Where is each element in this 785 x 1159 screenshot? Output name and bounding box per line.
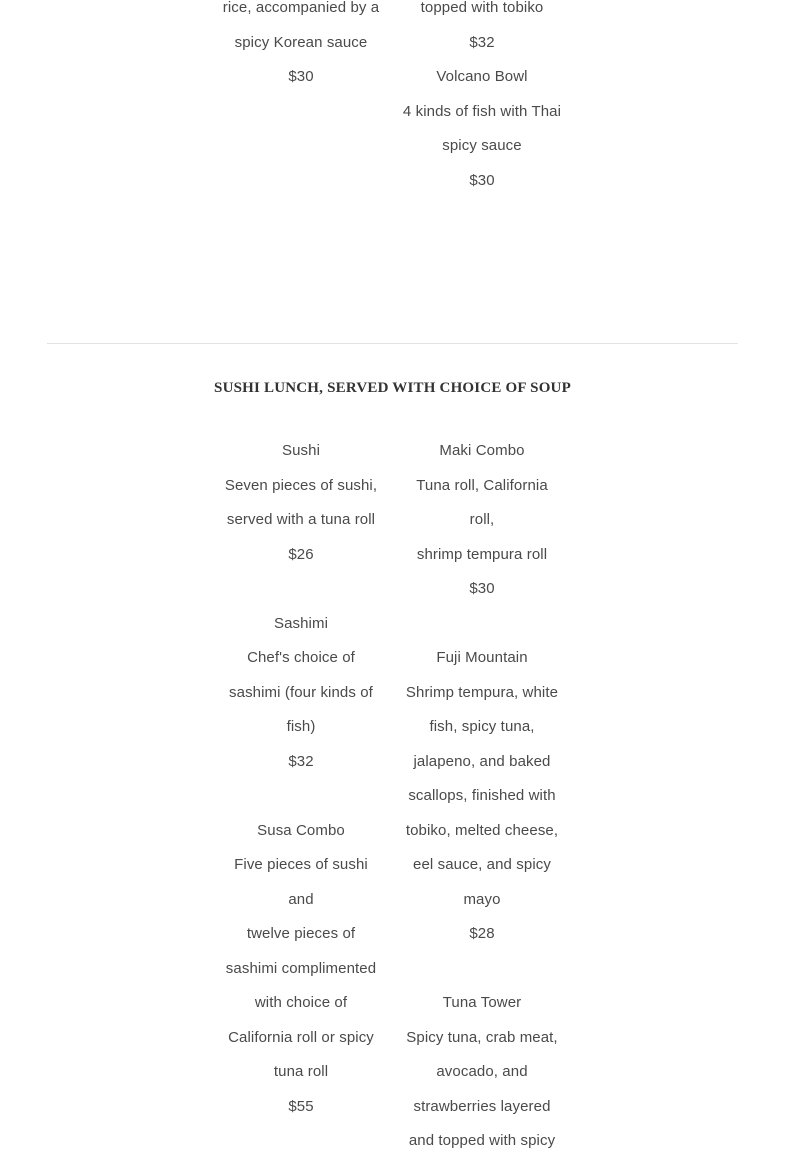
section-left-column [221, 434, 381, 1159]
section-title: SUSHI LUNCH, SERVED WITH CHOICE OF SOUP [214, 380, 571, 396]
section-divider [47, 343, 738, 344]
item-description: Five pieces of sushi and [234, 856, 368, 908]
item-description: topped with tobiko [420, 0, 544, 16]
item-description: sashimi complimented [225, 959, 377, 977]
item-name: Fuji Mountain [436, 649, 528, 666]
menu-item [402, 0, 562, 60]
item-description: twelve pieces of [246, 925, 356, 942]
item-price: $30 [469, 171, 495, 189]
item-name: Maki Combo [439, 442, 525, 459]
item-description: Tuna roll, California roll, [416, 476, 548, 528]
item-description: tobiko, melted cheese, [405, 821, 559, 839]
item-description: Chef's choice of [247, 649, 355, 666]
item-price: $32 [469, 33, 495, 51]
item-name: Volcano Bowl [436, 68, 528, 85]
item-description: strawberries layered [413, 1097, 551, 1115]
item-name: Sashimi [273, 614, 329, 632]
item-price: $28 [469, 925, 495, 942]
item-description: jalapeno, and baked [413, 752, 551, 770]
item-description: avocado, and [436, 1063, 528, 1080]
item-description: rice, accompanied by a [222, 0, 380, 16]
item-description: tuna roll [273, 1063, 329, 1080]
menu-item-tuna-tower [402, 986, 562, 1159]
item-price: $55 [288, 1097, 314, 1115]
menu-item-susa-combo [221, 814, 381, 1125]
menu-item-volcano-bowl [402, 60, 562, 198]
item-description: sashimi (four kinds of [229, 683, 373, 701]
item-description: and topped with spicy [408, 1132, 556, 1149]
item-description: scallops, finished with [408, 787, 556, 804]
item-description: spicy Korean sauce [234, 33, 368, 51]
item-name: Tuna Tower [442, 994, 522, 1011]
item-name: Susa Combo [257, 821, 345, 839]
item-description: eel sauce, and spicy [413, 856, 551, 873]
item-price: $32 [288, 752, 314, 770]
item-name: Sushi [281, 442, 321, 459]
item-price: $26 [288, 545, 314, 563]
item-price: $30 [469, 580, 495, 597]
item-description: Seven pieces of sushi, [224, 476, 378, 494]
item-description: served with a tuna roll [226, 511, 376, 528]
menu-item-sashimi [221, 607, 381, 780]
item-description: fish, spicy tuna, [429, 718, 535, 735]
item-description: spicy sauce [442, 137, 522, 154]
section-right-column [402, 434, 562, 1159]
item-price: $30 [288, 68, 314, 85]
menu-item [221, 0, 381, 95]
top-left-column [221, 0, 381, 129]
item-description: fish) [286, 718, 316, 735]
menu-item-sushi [221, 434, 381, 572]
item-description: California roll or spicy [228, 1028, 374, 1046]
item-description: 4 kinds of fish with Thai [402, 102, 562, 120]
item-description: mayo [463, 890, 501, 908]
top-right-column [402, 0, 562, 233]
item-description: shrimp tempura roll [416, 545, 548, 563]
item-description: Spicy tuna, crab meat, [406, 1028, 558, 1046]
item-description: with choice of [254, 994, 348, 1011]
menu-item-maki-combo [402, 434, 562, 607]
item-description: Shrimp tempura, white [405, 683, 559, 701]
menu-item-fuji-mountain [402, 641, 562, 952]
